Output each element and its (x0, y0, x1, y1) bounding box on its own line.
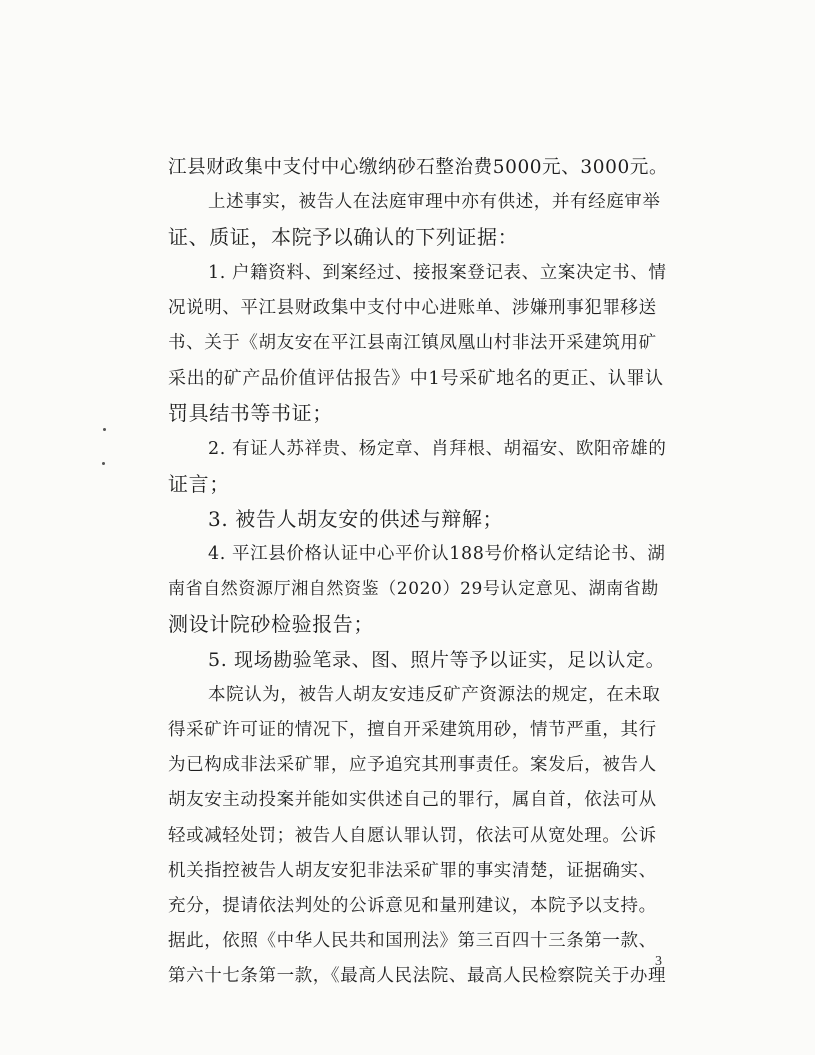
page-number: 3 (655, 954, 662, 969)
text-line: 证、质证，本院予以确认的下列证据： (168, 225, 519, 250)
text-line: 上述事实，被告人在法庭审理中亦有供述，并有经庭审举 (208, 192, 661, 213)
text-line: 据此，依照《中华人民共和国刑法》第三百四十三条第一款、 (168, 931, 657, 952)
text-line: 4. 平江县价格认证中心平价认188号价格认定结论书、湖 (208, 544, 666, 565)
scan-speck (102, 462, 105, 465)
text-line: 第六十七条第一款，《最高人民法院、最高人民检察院关于办理 (168, 966, 667, 987)
text-line: 证言； (168, 471, 230, 496)
text-line: 书、关于《胡友安在平江县南江镇凤凰山村非法开采建筑用矿 (168, 332, 657, 353)
text-line: 得采矿许可证的情况下，擅自开采建筑用砂，情节严重，其行 (168, 720, 657, 740)
text-line: 3. 被告人胡友安的供述与辩解； (208, 506, 504, 531)
text-line: 江县财政集中支付中心缴纳砂石整治费5000元、3000元。 (168, 157, 669, 178)
text-line: 充分，提请依法判处的公诉意见和量刑建议，本院予以支持。 (168, 895, 657, 916)
text-line: 2. 有证人苏祥贵、杨定章、肖拜根、胡福安、欧阳帝雄的 (208, 438, 667, 459)
text-line: 轻或减轻处罚；被告人自愿认罪认罚，依法可从宽处理。公诉 (168, 825, 657, 846)
text-line: 胡友安主动投案并能如实供述自己的罪行，属自首，依法可从 (168, 790, 657, 811)
text-line: 测设计院砂检验报告； (168, 612, 374, 637)
text-line: 5. 现场勘验笔录、图、照片等予以证实，足以认定。 (208, 648, 666, 671)
text-line: 机关指控被告人胡友安犯非法采矿罪的事实清楚，证据确实、 (168, 860, 657, 881)
text-line: 为已构成非法采矿罪，应予追究其刑事责任。案发后，被告人 (168, 755, 657, 776)
text-line: 采出的矿产品价值评估报告》中1号采矿地名的更正、认罪认 (168, 368, 664, 390)
text-line: 罚具结书等书证； (168, 401, 333, 426)
text-line: 况说明、平江县财政集中支付中心进账单、涉嫌刑事犯罪移送 (168, 297, 657, 318)
text-line: 1. 户籍资料、到案经过、接报案登记表、立案决定书、情 (208, 262, 667, 283)
text-line: 本院认为，被告人胡友安违反矿产资源法的规定，在未取 (208, 684, 661, 705)
text-line: 南省自然资源厅湘自然资鉴（2020）29号认定意见、湖南省勘 (168, 579, 659, 600)
scan-speck (103, 428, 106, 431)
body-text (168, 150, 668, 995)
